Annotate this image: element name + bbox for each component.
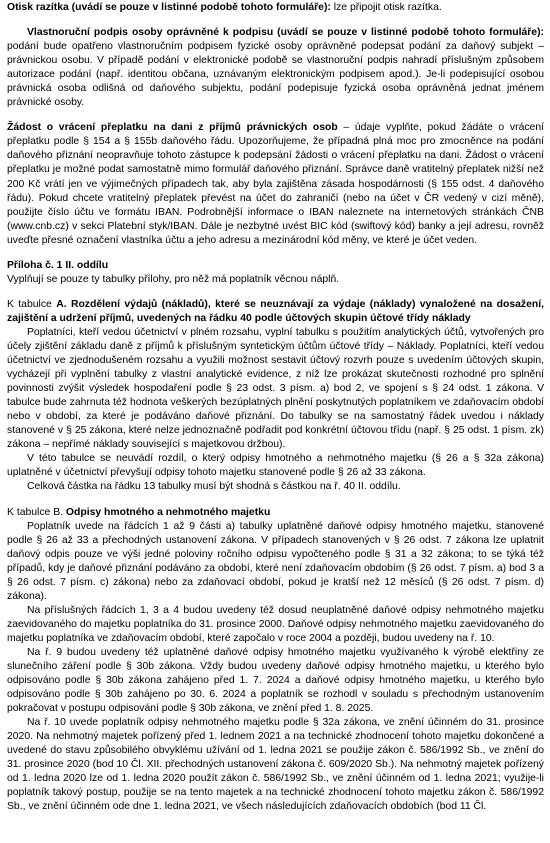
priloha-heading xyxy=(7,259,544,273)
priloha-heading-text: Příloha č. 1 II. oddílu xyxy=(7,259,109,271)
preplatek-text: – údaje vyplňte, pokud žádáte o vrácení přeplatku podle § 154 a § 155b daňového řádu. Upozorňujeme, že případná plná moc pro zmocněnce na podání daňového přiznání neopravňuje tohoto zástupce k podepsání žádosti o vrácení přeplatku na dani. Žádost o vrácení přeplatku je možné podat samostatně mimo formulář daňového přiznání. Správce daně vratitelný přeplatek nižší než 200 Kč vrátí jen ve výjimečných případech tak, aby byla zajištěna zásada hospodárnosti (§ 155 odst. 4 daňového řádu). Pokud chcete vratitelný přeplatek převést na účet do zahraničí (nebo na účet v ČR vedený v cizí měně), použijte číslo účtu ve formátu IBAN. Podrobnější informace o IBAN naleznete na internetových stránkách ČNB (www.cnb.cz) v sekci Platební styk/IBAN. Dále je nezbytné uvést BIC kód (swiftový kód) banky a její adresu, rovněž uveďte přesné označení vlastníka účtu a jeho adresu a mezinárodní kód měny, ve které je účet veden. xyxy=(7,122,544,246)
tabulka-a-paragraph-3: Celková částka na řádku 13 tabulky musí být shodná s částkou na ř. 40 II. oddílu. xyxy=(27,481,401,493)
podpis-paragraph xyxy=(7,26,544,110)
otisk-razitka-paragraph xyxy=(7,0,544,15)
tabulka-b-paragraph-2: Na příslušných řádcích 1, 3 a 4 budou uvedeny též dosud neuplatněné daňové odpisy nehmotného majetku zaevidovaného do majetku poplatníka do 31. prosince 2000. Daňové odpisy nehmotného majetku zaevidovaného do majetku poplatníka ve zdaňovacím období, které započalo v roce 2004 a později, budou uvedeny na ř. 10. xyxy=(7,604,544,644)
otisk-razitka-text: lze připojit otisk razítka. xyxy=(330,2,442,13)
tabulka-b-heading-paragraph xyxy=(7,506,544,520)
tabulka-a-paragraph-2: V této tabulce se neuvádí rozdíl, o který odpisy hmotného a nehmotného majetku (§ 26 a § 32a zákona) uplatněné v účetnictví převyšují odpisy tohoto majetku stanovené podle § 26 až 33 zákona. xyxy=(7,453,544,479)
tabulka-a-paragraph-1: Poplatníci, kteří vedou účetnictví v plném rozsahu, vyplní tabulku s použitím analytických účtů, vytvořených pro účely zjištění základu daně z příjmů k příslušným syntetickým účtům účtové třídy – Náklady. Poplatníci, kteří vedou účetnictví ve zjednodušeném rozsahu a využili možnost sestavit účtový rozvrh pouze s uvedením účtových skupin, vycházejí při vyplnění tabulky z vlastní analytické evidence, z níž lze prokázat skutečnosti rozhodné pro splnění povinnosti zvýšit výsledek hospodaření podle § 23 odst. 3 písm. a) bod 2, ve spojení s § 24 odst. 1 zákona. V tabulce bude zahrnuta též hodnota veškerých bezúplatných plnění poskytnutých poplatníkem ve zdaňovacím období nebo v období, za které je podáváno daňové přiznání. Do tabulky se na samostatný řádek uvedou i náklady stanovené v § 25 zákona, které nelze jednoznačně podřadit pod konkrétní účtovou třídu (např. § 25 odst. 1 písm. zk) zákona – nepřímé náklady související s majetkovou držbou). xyxy=(7,326,544,451)
preplatek-heading: Žádost o vrácení přeplatku na dani z příjmů právnických osob xyxy=(7,122,338,134)
tabulka-a-prefix: K tabulce xyxy=(7,298,57,310)
tabulka-b-heading: Odpisy hmotného a nehmotného majetku xyxy=(65,506,271,518)
podpis-heading: Vlastnoruční podpis osoby oprávněné k podpisu (uvádí se pouze v listinné podobě tohoto formuláře): xyxy=(27,27,544,39)
tabulka-a-heading-paragraph xyxy=(7,298,544,326)
tabulka-b-paragraph-1: Poplatník uvede na řádcích 1 až 9 části a) tabulky uplatněné daňové odpisy hmotného majetku, stanovené podle § 26 až 33 a přechodných ustanovení zákona. V případech stanovených v § 26 odst. 7 zákona lze uplatnit daňový odpis pouze ve výši jedné poloviny ročního odpisu vypočteného podle § 31 a 32 zákona; to se týká též případů, kdy je daňové přiznání podáváno za období, které není zdaňovacím obdobím (§ 26 odst. 7 písm. a) bod 3 a § 26 odst. 7 písm. c) zákona) nebo za zdaňovací období, pokud je kratší než 12 měsíců (§ 26 odst. 7 písm. d) zákona). xyxy=(7,520,544,602)
tabulka-b-prefix: K tabulce B. xyxy=(7,506,66,518)
priloha-text: Vyplňují se pouze ty tabulky přílohy, pro něž má poplatník věcnou náplň. xyxy=(7,273,340,285)
tabulka-b-paragraph-3: Na ř. 9 budou uvedeny též uplatněné daňové odpisy hmotného majetku využívaného k výrobě elektřiny ze slunečního záření podle § 30b zákona. Vždy budou uvedeny daňové odpisy hmotného majetku, u kterého bylo odpisováno podle § 30b zákona zahájeno před 1. 7. 2024 a daňové odpisy hmotného majetku, u kterého bylo odpisováno podle § 30b zahájeno po 30. 6. 2024 a poplatník se rozhodl v souladu s přechodným ustanovením pokračovat v postupu odpisování podle § 30b zákona, ve znění před 1. 8. 2025. xyxy=(7,646,544,715)
tabulka-a-heading: A. Rozdělení výdajů (nákladů), které se neuznávají za výdaje (náklady) vynaložené na dosažení, zajištění a udržení příjmů, uvedených na řádku 40 podle účtových skupin účtové třídy náklady xyxy=(7,298,545,324)
podpis-text: podání bude opatřeno vlastnoručním podpisem fyzické osoby oprávněné podepsat podání za daňový subjekt – právnickou osobu. V případě podání v elektronické podobě se vlastnoruční podpis nahradí příslušným způsobem autorizace podání (např. identitou občana, uznávaným elektronickým podpisem apod.). Je-li podepisující osobou právnická osoba odlišná od daňového subjektu, podání podepisuje fyzická osoba oprávněná jednat jménem právnické osoby. xyxy=(7,41,544,109)
otisk-razitka-heading: Otisk razítka (uvádí se pouze v listinné podobě tohoto formuláře): xyxy=(7,2,331,13)
tabulka-b-paragraph-4: Na ř. 10 uvede poplatník odpisy nehmotného majetku podle § 32a zákona, ve znění účinném do 31. prosince 2020. Na nehmotný majetek pořízený před 1. lednem 2021 a na technické zhodnocení tohoto majetku dokončené a uvedené do stavu způsobilého obvyklému užívání od 1. ledna 2021 se použije zákon č. 586/1992 Sb., ve znění do 31. prosince 2020 (bod 10 Čl. XII. přechodných ustanovení zákona č. 609/2020 Sb.). Na nehmotný majetek pořízený od 1. ledna 2020 lze od 1. ledna 2020 použít zákon č. 586/1992 Sb., ve znění účinném od 1. ledna 2021; využije-li poplatník takový postup, použije se na tento majetek a na technické zhodnocení tohoto majetku zákon č. 586/1992 Sb., ve znění účinném ode dne 1. ledna 2021, ve všech následujících zdaňovacích obdobích (bod 11 Čl. xyxy=(7,717,544,813)
preplatek-paragraph xyxy=(7,121,544,247)
